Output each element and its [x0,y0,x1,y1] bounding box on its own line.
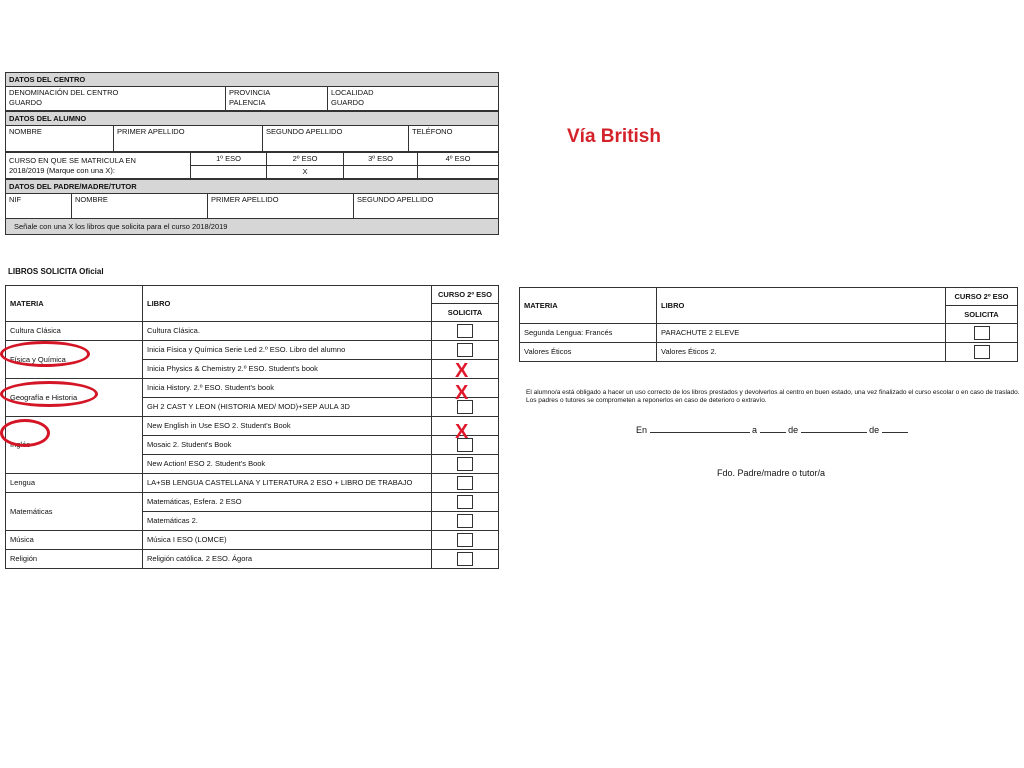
highlight-ellipse-ingles [0,419,50,447]
x-mark-history: X [455,382,469,404]
datos-alumno-header: DATOS DEL ALUMNO [6,112,499,126]
student-data-form [5,72,498,235]
month-field[interactable] [801,431,867,433]
curso-1-header: 1º ESO [191,153,267,166]
solicita-cell[interactable] [432,493,499,512]
solicita-cell[interactable] [946,343,1018,362]
segundo-apellido-padre-field[interactable]: SEGUNDO APELLIDO [354,194,499,219]
student-table [5,111,499,152]
libro-cell: PARACHUTE 2 ELEVE [657,324,946,343]
libro-cell: Matemáticas 2. [143,512,432,531]
curso-header: CURSO 2º ESO [432,286,499,304]
table-row [6,474,499,493]
libro-cell: Cultura Clásica. [143,322,432,341]
materia-cell: Música [6,531,143,550]
table-row [6,550,499,569]
optional-books-table [519,287,1018,362]
signature-label: Fdo. Padre/madre o tutor/a [717,468,826,478]
libro-cell: Inicia Physics & Chemistry 2.º ESO. Student's book [143,360,432,379]
libro-cell: Inicia History. 2.º ESO. Student's book [143,379,432,398]
primer-apellido-field[interactable]: PRIMER APELLIDO [114,126,263,152]
highlight-ellipse-geografia [0,381,98,407]
senale-instruction: Señale con una X los libros que solicita para el curso 2018/2019 [6,219,499,235]
checkbox[interactable] [457,476,473,490]
table-row [6,417,499,436]
books-table [5,285,499,569]
libro-header: LIBRO [657,288,946,324]
solicita-cell[interactable] [432,322,499,341]
day-field[interactable] [760,431,786,433]
nif-field[interactable]: NIF [6,194,72,219]
segundo-apellido-field[interactable]: SEGUNDO APELLIDO [263,126,409,152]
de1-label: de [788,425,799,435]
table-row [6,322,499,341]
datos-centro-header: DATOS DEL CENTRO [6,73,499,87]
checkbox[interactable] [457,324,473,338]
signature-date-line [636,425,908,435]
solicita-cell[interactable] [946,324,1018,343]
libro-cell: Valores Éticos 2. [657,343,946,362]
materia-header: MATERIA [6,286,143,322]
curso-4-header: 4º ESO [418,153,499,166]
checkbox[interactable] [457,533,473,547]
place-field[interactable] [650,431,750,433]
libro-cell: LA+SB LENGUA CASTELLANA Y LITERATURA 2 ESO + LIBRO DE TRABAJO [143,474,432,493]
x-mark-english: X [455,421,469,443]
materia-cell: Geografía e Historia [6,379,143,417]
year-field[interactable] [882,431,908,433]
libro-cell: Mosaic 2. Student's Book [143,436,432,455]
nombre-field[interactable]: NOMBRE [6,126,114,152]
table-row [520,324,1018,343]
centre-table [5,72,499,111]
primer-apellido-padre-field[interactable]: PRIMER APELLIDO [208,194,354,219]
materia-cell: Lengua [6,474,143,493]
denominacion-cell: DENOMINACIÓN DEL CENTRO GUARDO [6,87,226,111]
libro-cell: Inicia Física y Química Serie Led 2.º ESO. Libro del alumno [143,341,432,360]
section-title: LIBROS SOLICITA Oficial [8,267,104,276]
localidad-cell: LOCALIDAD GUARDO [328,87,499,111]
parent-table [5,179,499,235]
materia-cell: Matemáticas [6,493,143,531]
materia-cell: Inglés [6,417,143,474]
checkbox[interactable] [457,514,473,528]
solicita-header: SOLICITA [946,306,1018,324]
a-label: a [752,425,758,435]
checkbox[interactable] [457,552,473,566]
curso-3-header: 3º ESO [344,153,418,166]
libro-cell: Religión católica. 2 ESO. Ágora [143,550,432,569]
materia-cell: Religión [6,550,143,569]
curso-2-header: 2º ESO [267,153,344,166]
solicita-cell[interactable] [432,455,499,474]
solicita-cell[interactable] [432,531,499,550]
curso-3-mark[interactable] [344,166,418,179]
provincia-cell: PROVINCIA PALENCIA [226,87,328,111]
checkbox[interactable] [974,326,990,340]
curso-4-mark[interactable] [418,166,499,179]
libro-cell: New English in Use ESO 2. Student's Book [143,417,432,436]
table-row [6,493,499,512]
checkbox[interactable] [457,495,473,509]
de2-label: de [869,425,880,435]
libro-header: LIBRO [143,286,432,322]
table-row [520,343,1018,362]
solicita-cell[interactable] [432,474,499,493]
nombre-padre-field[interactable]: NOMBRE [72,194,208,219]
notice-text: El alumno/a está obligado a hacer un uso correcto de los libros prestados y devolverlos al centro en buen estado, una vez finalizado el curso escolar o en caso de traslado. Los padres o tutores se comprometen a reponerlos en caso de deterioro o extravío. [526,389,1020,404]
libro-cell: Música I ESO (LOMCE) [143,531,432,550]
highlight-ellipse-fisica [0,341,90,367]
curso-header: CURSO 2º ESO [946,288,1018,306]
solicita-header: SOLICITA [432,304,499,322]
curso-2-mark[interactable]: X [267,166,344,179]
telefono-field[interactable]: TELÉFONO [409,126,499,152]
curso-1-mark[interactable] [191,166,267,179]
curso-table [5,152,499,179]
via-british-title: Vía British [567,126,661,147]
solicita-cell[interactable] [432,512,499,531]
table-row [6,531,499,550]
materia-cell: Cultura Clásica [6,322,143,341]
x-mark-physics: X [455,360,469,382]
curso-label: CURSO EN QUE SE MATRICULA EN 2018/2019 (Marque con una X): [6,153,191,179]
datos-padre-header: DATOS DEL PADRE/MADRE/TUTOR [6,180,499,194]
materia-cell: Valores Éticos [520,343,657,362]
materia-cell: Segunda Lengua: Francés [520,324,657,343]
en-label: En [636,425,648,435]
checkbox[interactable] [457,457,473,471]
checkbox[interactable] [974,345,990,359]
solicita-cell[interactable] [432,550,499,569]
solicita-cell[interactable] [432,341,499,360]
materia-cell: Física y Química [6,341,143,379]
libro-cell: Matemáticas, Esfera. 2 ESO [143,493,432,512]
libro-cell: New Action! ESO 2. Student's Book [143,455,432,474]
materia-header: MATERIA [520,288,657,324]
checkbox[interactable] [457,343,473,357]
libro-cell: GH 2 CAST Y LEON (HISTORIA MED/ MOD)+SEP AULA 3D [143,398,432,417]
